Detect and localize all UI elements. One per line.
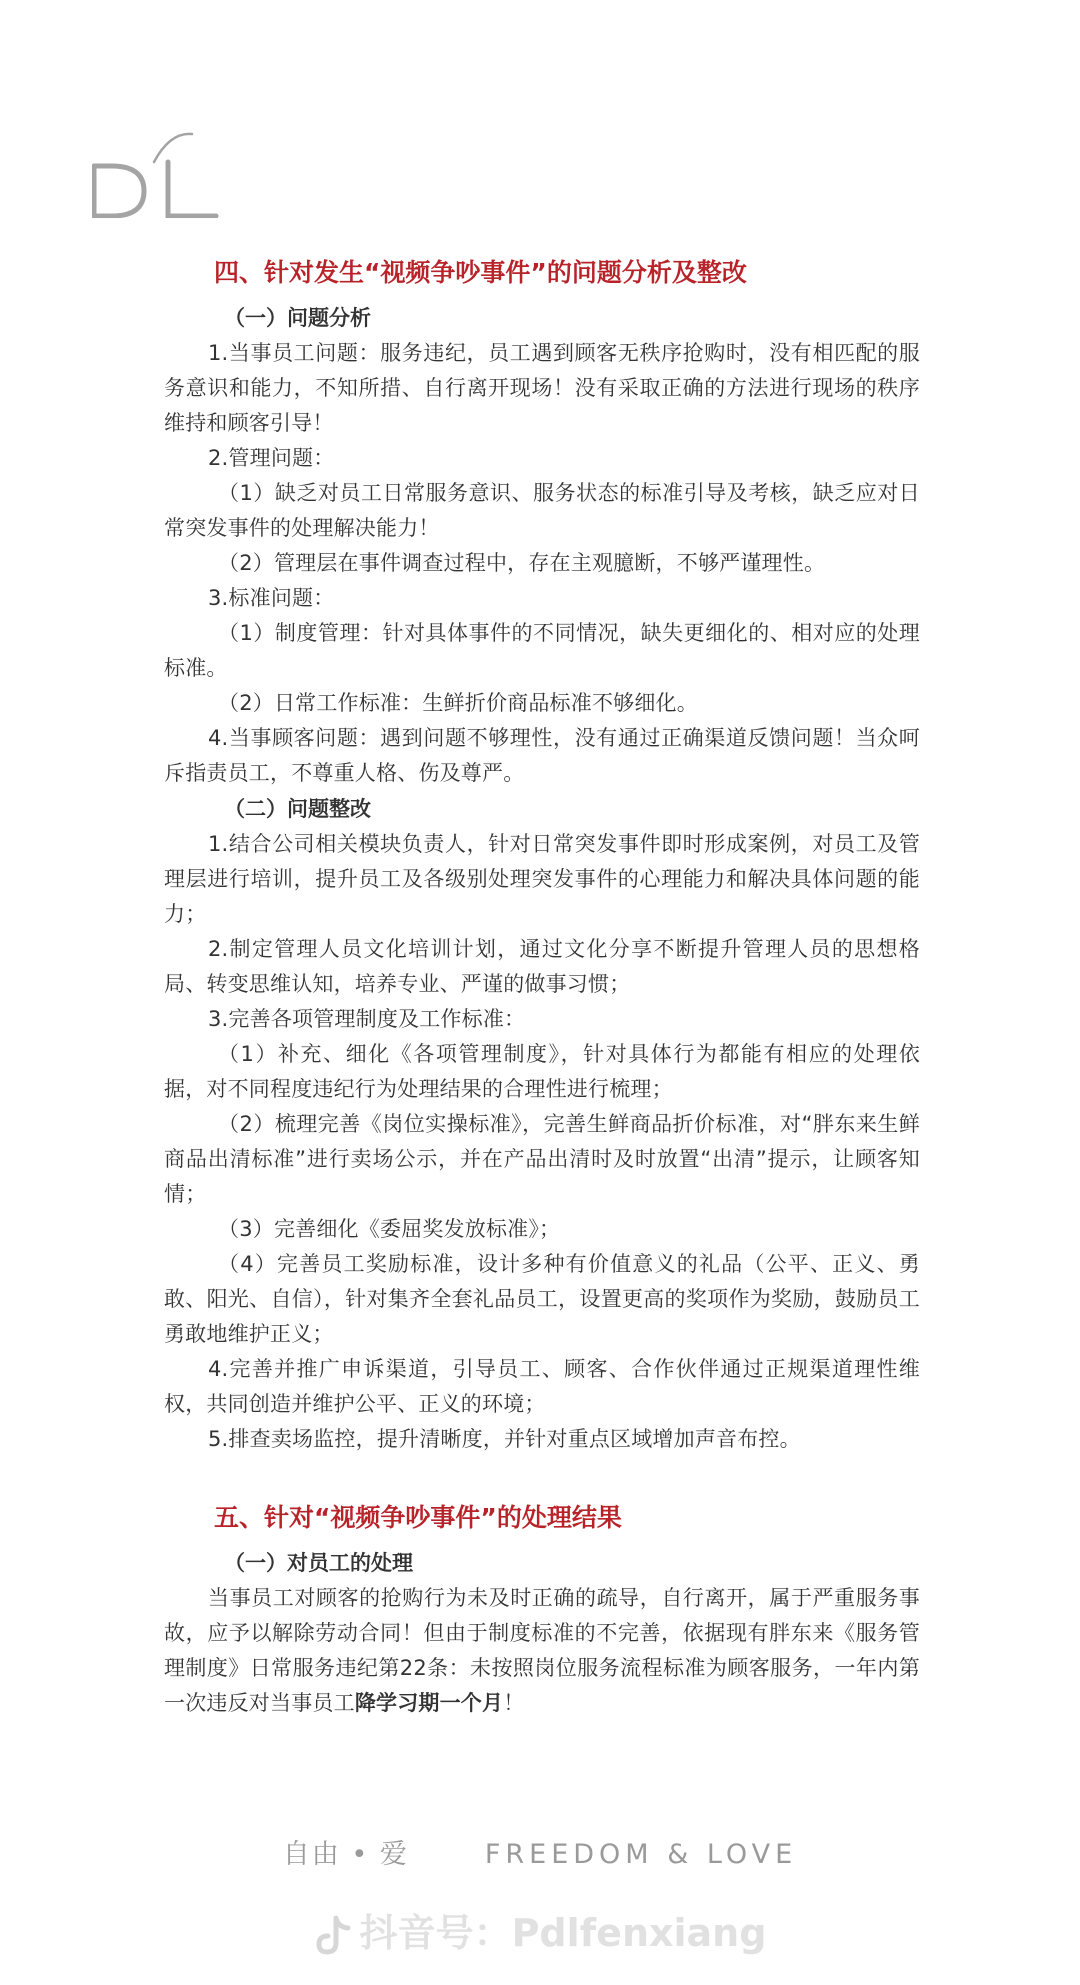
paragraph: （2）日常工作标准：生鲜折价商品标准不够细化。	[218, 691, 698, 715]
slogan-en: FREEDOM & LOVE	[484, 1839, 798, 1870]
paragraph: 1.结合公司相关模块负责人，针对日常突发事件即时形成案例，对员工及管理层进行培训，提升员工及各级别处理突发事件的心理能力和解决具体问题的能力；	[164, 832, 920, 926]
douyin-icon	[314, 1915, 352, 1957]
paragraph: 5.排查卖场监控，提升清晰度，并针对重点区域增加声音布控。	[208, 1427, 801, 1451]
paragraph-end-text: ！	[503, 1691, 525, 1715]
paragraph: （3）完善细化《委屈奖发放标准》；	[218, 1217, 561, 1241]
paragraph: （1）补充、细化《各项管理制度》，针对具体行为都能有相应的处理依据，对不同程度违纪行为处理结果的合理性进行梳理；	[164, 1042, 920, 1101]
paragraph: （2）梳理完善《岗位实操标准》，完善生鲜商品折价标准，对“胖东来生鲜商品出清标准”进行卖场公示，并在产品出清时及时放置“出清”提示，让顾客知情；	[164, 1112, 920, 1206]
section-5-title: 五、针对“视频争吵事件”的处理结果	[214, 1503, 622, 1532]
paragraph: 3.标准问题：	[208, 586, 335, 610]
paragraph: 4.当事顾客问题：遇到问题不够理性，没有通过正确渠道反馈问题！当众呵斥指责员工，不尊重人格、伤及尊严。	[164, 726, 920, 785]
paragraph-main-text: 当事员工对顾客的抢购行为未及时正确的疏导，自行离开，属于严重服务事故，应予以解除劳动合同！但由于制度标准的不完善，依据现有胖东来《服务管理制度》日常服务违纪第22条：未按照岗位服务流程标准为顾客服务，一年内第一次违反对当事员工	[164, 1586, 920, 1715]
paragraph: （2）管理层在事件调查过程中，存在主观臆断，不够严谨理性。	[218, 551, 826, 575]
subsection-4-1-title: （一）问题分析	[224, 306, 371, 330]
subsection-5-1-title: （一）对员工的处理	[224, 1551, 413, 1575]
paragraph: 4.完善并推广申诉渠道，引导员工、顾客、合作伙伴通过正规渠道理性维权，共同创造并维护公平、正义的环境；	[164, 1357, 920, 1416]
paragraph: （1）缺乏对员工日常服务意识、服务状态的标准引导及考核，缺乏应对日常突发事件的处理解决能力！	[164, 481, 920, 540]
paragraph: （1）制度管理：针对具体事件的不同情况，缺失更细化的、相对应的处理标准。	[164, 621, 920, 680]
document-body	[164, 252, 920, 1721]
slogan-cn: 自由 • 爱	[282, 1839, 409, 1870]
paragraph	[164, 1581, 920, 1721]
subsection-4-2-title: （二）问题整改	[224, 797, 371, 821]
douyin-watermark	[0, 1902, 1080, 1957]
section-4-title: 四、针对发生“视频争吵事件”的问题分析及整改	[214, 258, 747, 287]
paragraph: 3.完善各项管理制度及工作标准：	[208, 1007, 526, 1031]
paragraph: 2.制定管理人员文化培训计划，通过文化分享不断提升管理人员的思想格局、转变思维认知，培养专业、严谨的做事习惯；	[164, 937, 920, 996]
paragraph-bold-text: 降学习期一个月	[354, 1691, 504, 1715]
dl-logo	[92, 128, 222, 218]
footer-slogan	[0, 1832, 1080, 1871]
paragraph: 2.管理问题：	[208, 446, 335, 470]
watermark-text: 抖音号：Pdlfenxiang	[359, 1911, 767, 1955]
paragraph: 1.当事员工问题：服务违纪，员工遇到顾客无秩序抢购时，没有相匹配的服务意识和能力，不知所措、自行离开现场！没有采取正确的方法进行现场的秩序维持和顾客引导！	[164, 341, 920, 435]
paragraph: （4）完善员工奖励标准，设计多种有价值意义的礼品（公平、正义、勇敢、阳光、自信），针对集齐全套礼品员工，设置更高的奖项作为奖励，鼓励员工勇敢地维护正义；	[164, 1252, 920, 1346]
